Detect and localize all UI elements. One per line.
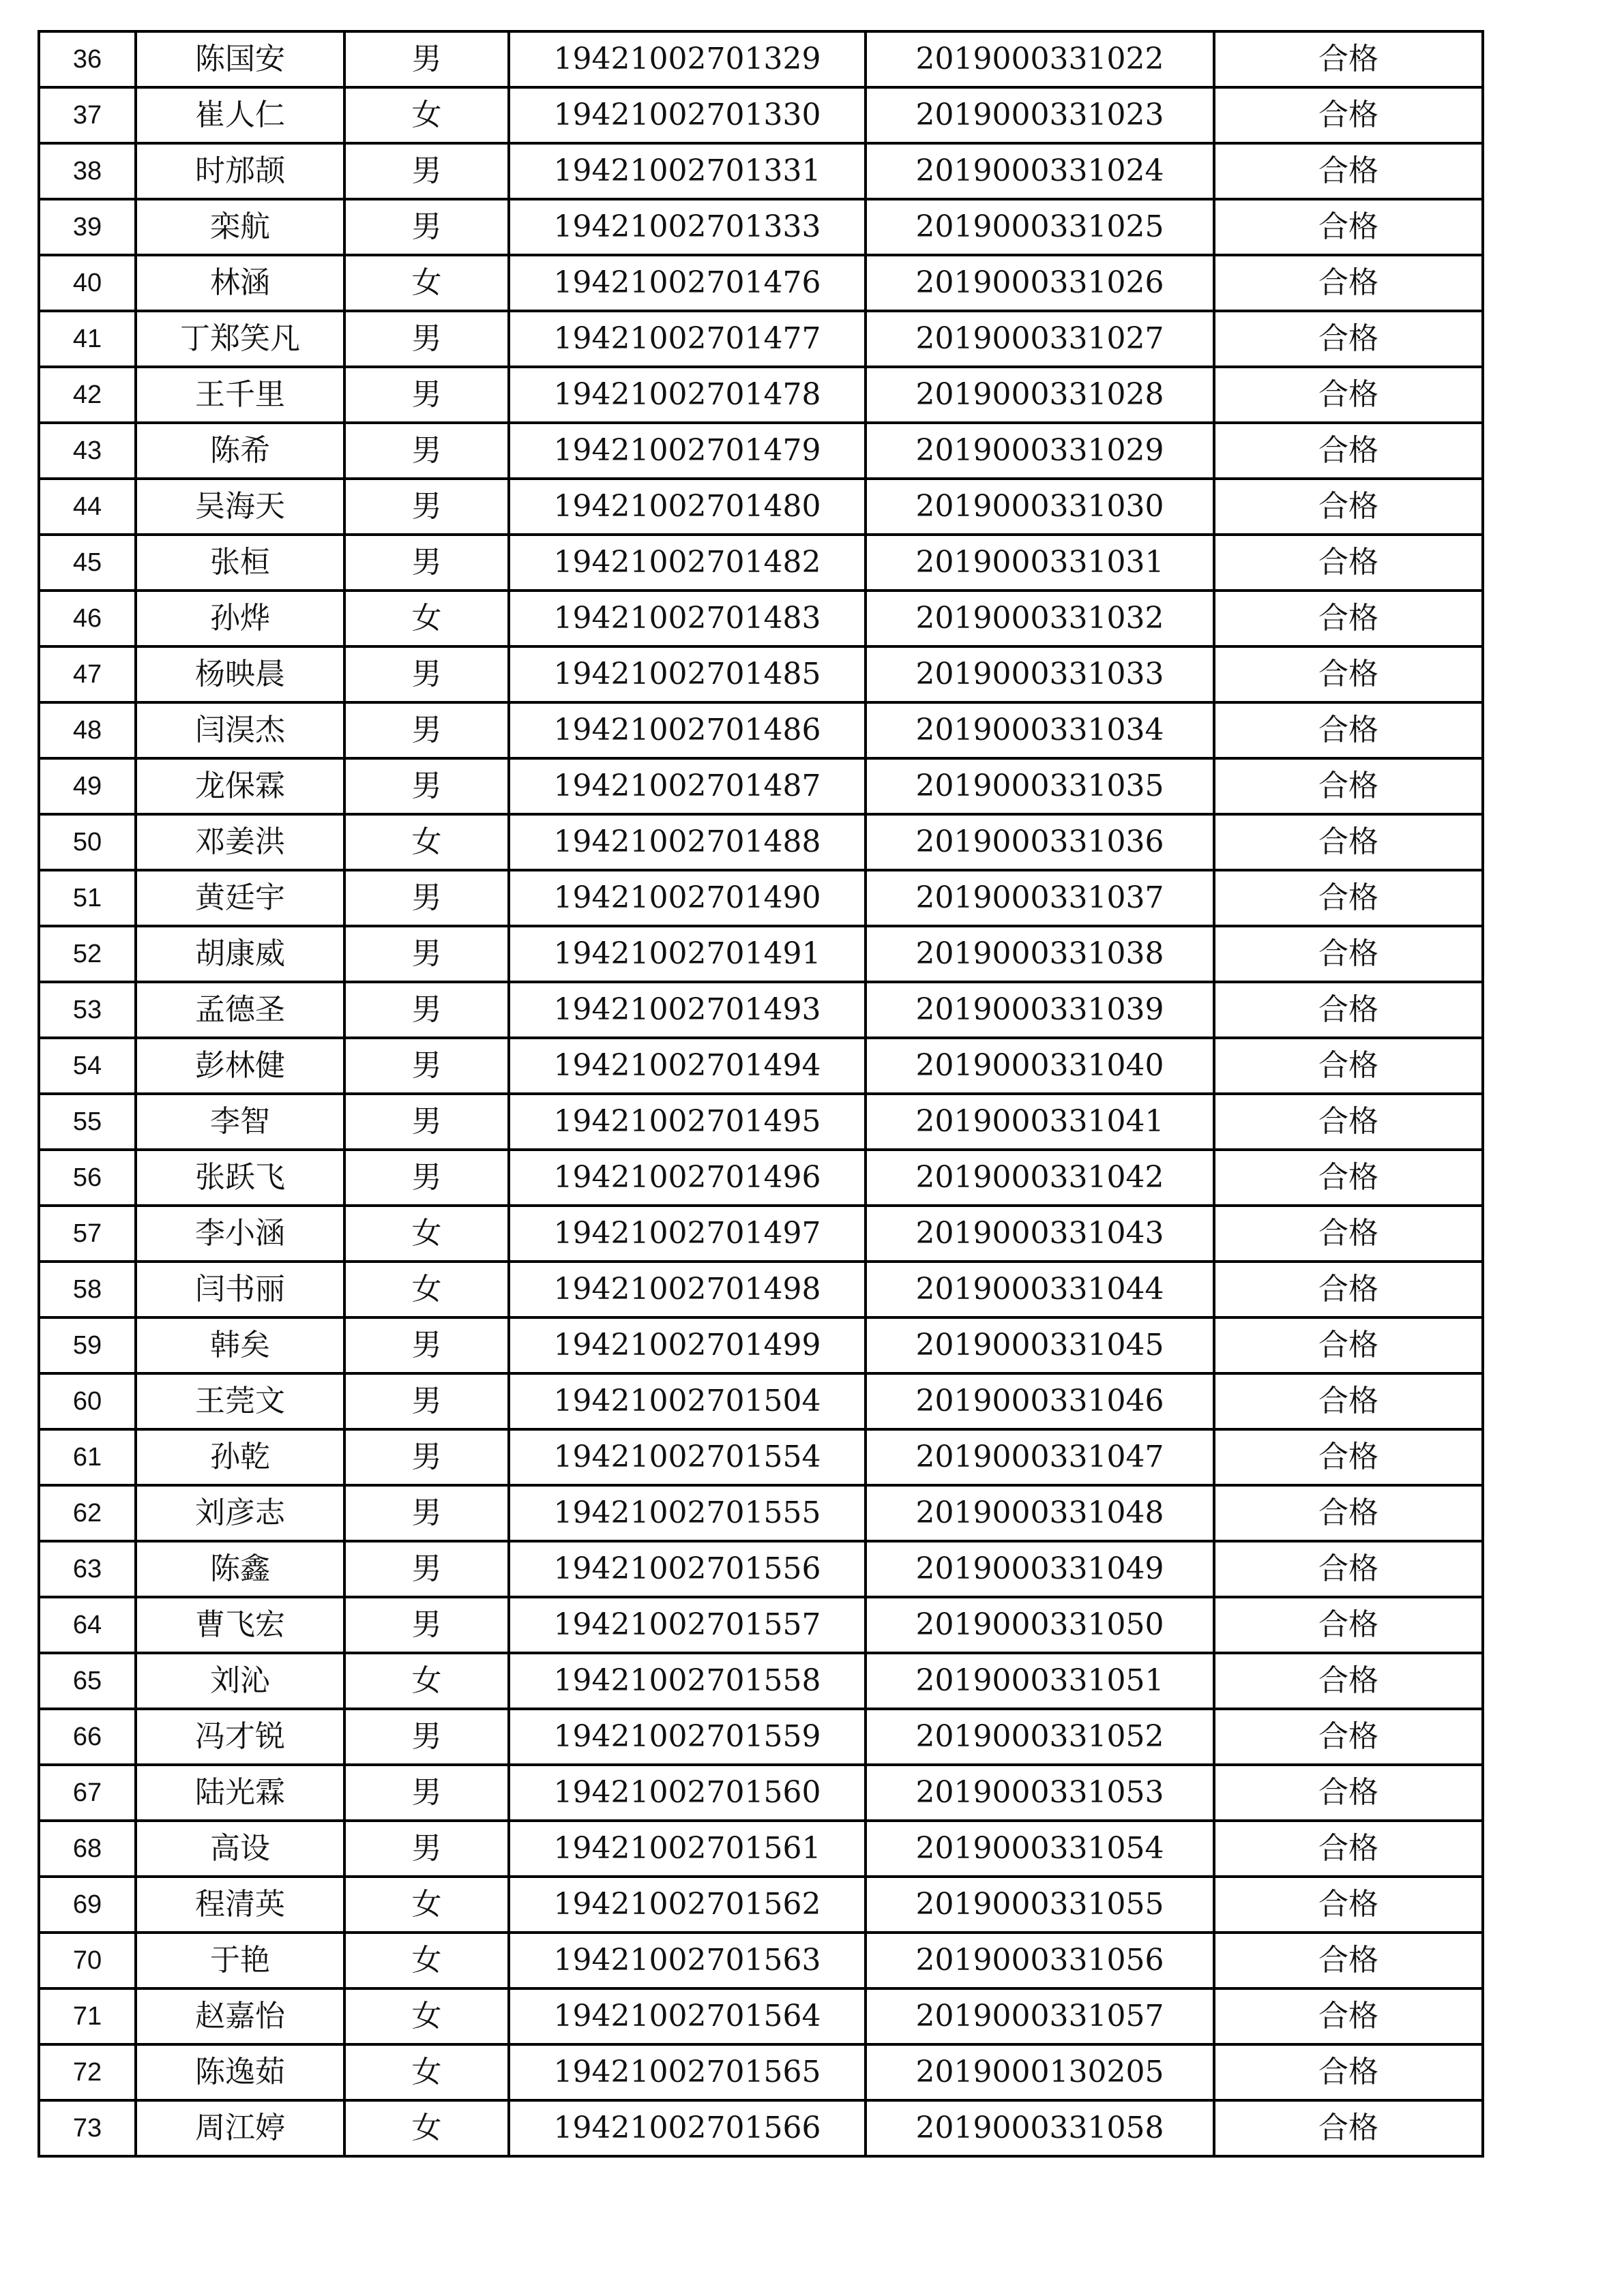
result-cell: 合格 xyxy=(1214,1653,1483,1709)
gender-cell: 女 xyxy=(344,1653,509,1709)
exam-number-cell: 19421002701486 xyxy=(509,702,866,758)
exam-number-cell: 19421002701493 xyxy=(509,982,866,1038)
result-cell: 合格 xyxy=(1214,87,1483,143)
result-cell: 合格 xyxy=(1214,814,1483,870)
name-cell: 李小涵 xyxy=(136,1206,344,1262)
exam-number-cell: 19421002701485 xyxy=(509,646,866,702)
exam-number-cell: 19421002701480 xyxy=(509,479,866,535)
certificate-number-cell: 2019000331052 xyxy=(866,1709,1214,1765)
exam-number-cell: 19421002701495 xyxy=(509,1094,866,1150)
gender-cell: 男 xyxy=(344,143,509,199)
exam-number-cell: 19421002701498 xyxy=(509,1262,866,1317)
gender-cell: 男 xyxy=(344,31,509,87)
table-row xyxy=(39,143,1483,199)
seq-cell: 65 xyxy=(39,1653,136,1709)
gender-cell: 女 xyxy=(344,255,509,311)
gender-cell: 女 xyxy=(344,2100,509,2156)
table-row xyxy=(39,423,1483,479)
table-row xyxy=(39,255,1483,311)
result-cell: 合格 xyxy=(1214,143,1483,199)
exam-number-cell: 19421002701488 xyxy=(509,814,866,870)
name-cell: 陈希 xyxy=(136,423,344,479)
name-cell: 黄廷宇 xyxy=(136,870,344,926)
gender-cell: 男 xyxy=(344,479,509,535)
certificate-number-cell: 2019000331032 xyxy=(866,591,1214,646)
table-row xyxy=(39,535,1483,591)
name-cell: 丁郑笑凡 xyxy=(136,311,344,367)
name-cell: 陈鑫 xyxy=(136,1541,344,1597)
seq-cell: 56 xyxy=(39,1150,136,1206)
seq-cell: 43 xyxy=(39,423,136,479)
result-cell: 合格 xyxy=(1214,199,1483,255)
name-cell: 张桓 xyxy=(136,535,344,591)
exam-number-cell: 19421002701504 xyxy=(509,1373,866,1429)
name-cell: 曹飞宏 xyxy=(136,1597,344,1653)
certificate-number-cell: 2019000331022 xyxy=(866,31,1214,87)
certificate-number-cell: 2019000331033 xyxy=(866,646,1214,702)
result-cell: 合格 xyxy=(1214,1821,1483,1877)
exam-number-cell: 19421002701560 xyxy=(509,1765,866,1821)
result-cell: 合格 xyxy=(1214,2100,1483,2156)
exam-number-cell: 19421002701491 xyxy=(509,926,866,982)
table-row xyxy=(39,702,1483,758)
gender-cell: 男 xyxy=(344,311,509,367)
gender-cell: 男 xyxy=(344,982,509,1038)
gender-cell: 女 xyxy=(344,591,509,646)
result-cell: 合格 xyxy=(1214,1038,1483,1094)
exam-number-cell: 19421002701477 xyxy=(509,311,866,367)
name-cell: 李智 xyxy=(136,1094,344,1150)
name-cell: 高设 xyxy=(136,1821,344,1877)
table-row xyxy=(39,1597,1483,1653)
seq-cell: 50 xyxy=(39,814,136,870)
table-row xyxy=(39,1988,1483,2044)
name-cell: 孟德圣 xyxy=(136,982,344,1038)
name-cell: 时邡颉 xyxy=(136,143,344,199)
gender-cell: 男 xyxy=(344,1765,509,1821)
result-cell: 合格 xyxy=(1214,1709,1483,1765)
certificate-number-cell: 2019000331046 xyxy=(866,1373,1214,1429)
gender-cell: 男 xyxy=(344,926,509,982)
gender-cell: 男 xyxy=(344,1150,509,1206)
gender-cell: 男 xyxy=(344,1429,509,1485)
exam-number-cell: 19421002701496 xyxy=(509,1150,866,1206)
result-cell: 合格 xyxy=(1214,1150,1483,1206)
exam-number-cell: 19421002701479 xyxy=(509,423,866,479)
certificate-number-cell: 2019000331056 xyxy=(866,1933,1214,1988)
table-row xyxy=(39,1429,1483,1485)
certificate-number-cell: 2019000331028 xyxy=(866,367,1214,423)
name-cell: 孙烨 xyxy=(136,591,344,646)
table-row xyxy=(39,870,1483,926)
name-cell: 栾航 xyxy=(136,199,344,255)
table-row xyxy=(39,1653,1483,1709)
seq-cell: 69 xyxy=(39,1877,136,1933)
table-row xyxy=(39,367,1483,423)
gender-cell: 男 xyxy=(344,367,509,423)
table-row xyxy=(39,1709,1483,1765)
result-cell: 合格 xyxy=(1214,31,1483,87)
seq-cell: 39 xyxy=(39,199,136,255)
seq-cell: 64 xyxy=(39,1597,136,1653)
seq-cell: 58 xyxy=(39,1262,136,1317)
exam-number-cell: 19421002701329 xyxy=(509,31,866,87)
gender-cell: 男 xyxy=(344,535,509,591)
certificate-number-cell: 2019000331035 xyxy=(866,758,1214,814)
certificate-number-cell: 2019000331023 xyxy=(866,87,1214,143)
name-cell: 崔人仁 xyxy=(136,87,344,143)
result-cell: 合格 xyxy=(1214,1877,1483,1933)
seq-cell: 40 xyxy=(39,255,136,311)
result-cell: 合格 xyxy=(1214,535,1483,591)
result-cell: 合格 xyxy=(1214,646,1483,702)
exam-number-cell: 19421002701497 xyxy=(509,1206,866,1262)
gender-cell: 女 xyxy=(344,1206,509,1262)
gender-cell: 女 xyxy=(344,87,509,143)
certificate-number-cell: 2019000331045 xyxy=(866,1317,1214,1373)
name-cell: 胡康威 xyxy=(136,926,344,982)
certificate-number-cell: 2019000331030 xyxy=(866,479,1214,535)
seq-cell: 38 xyxy=(39,143,136,199)
result-cell: 合格 xyxy=(1214,255,1483,311)
result-cell: 合格 xyxy=(1214,2044,1483,2100)
table-row xyxy=(39,2044,1483,2100)
result-cell: 合格 xyxy=(1214,1541,1483,1597)
result-cell: 合格 xyxy=(1214,1317,1483,1373)
certificate-number-cell: 2019000331025 xyxy=(866,199,1214,255)
certificate-number-cell: 2019000331038 xyxy=(866,926,1214,982)
table-row xyxy=(39,1262,1483,1317)
table-row xyxy=(39,1933,1483,1988)
seq-cell: 68 xyxy=(39,1821,136,1877)
table-row xyxy=(39,758,1483,814)
exam-number-cell: 19421002701564 xyxy=(509,1988,866,2044)
exam-number-cell: 19421002701333 xyxy=(509,199,866,255)
certificate-number-cell: 2019000331043 xyxy=(866,1206,1214,1262)
gender-cell: 女 xyxy=(344,2044,509,2100)
table-row xyxy=(39,1541,1483,1597)
exam-number-cell: 19421002701490 xyxy=(509,870,866,926)
result-cell: 合格 xyxy=(1214,479,1483,535)
gender-cell: 男 xyxy=(344,1373,509,1429)
gender-cell: 男 xyxy=(344,1317,509,1373)
gender-cell: 男 xyxy=(344,702,509,758)
table-row xyxy=(39,1038,1483,1094)
seq-cell: 72 xyxy=(39,2044,136,2100)
exam-number-cell: 19421002701331 xyxy=(509,143,866,199)
result-cell: 合格 xyxy=(1214,1933,1483,1988)
certificate-number-cell: 2019000331051 xyxy=(866,1653,1214,1709)
seq-cell: 71 xyxy=(39,1988,136,2044)
seq-cell: 59 xyxy=(39,1317,136,1373)
seq-cell: 55 xyxy=(39,1094,136,1150)
exam-number-cell: 19421002701555 xyxy=(509,1485,866,1541)
exam-number-cell: 19421002701482 xyxy=(509,535,866,591)
result-cell: 合格 xyxy=(1214,423,1483,479)
result-cell: 合格 xyxy=(1214,1485,1483,1541)
table-row xyxy=(39,1877,1483,1933)
gender-cell: 男 xyxy=(344,1597,509,1653)
exam-number-cell: 19421002701559 xyxy=(509,1709,866,1765)
exam-number-cell: 19421002701565 xyxy=(509,2044,866,2100)
result-cell: 合格 xyxy=(1214,758,1483,814)
roster-table xyxy=(38,30,1484,2158)
certificate-number-cell: 2019000331058 xyxy=(866,2100,1214,2156)
exam-number-cell: 19421002701499 xyxy=(509,1317,866,1373)
name-cell: 孙乾 xyxy=(136,1429,344,1485)
seq-cell: 53 xyxy=(39,982,136,1038)
table-row xyxy=(39,311,1483,367)
seq-cell: 54 xyxy=(39,1038,136,1094)
certificate-number-cell: 2019000331050 xyxy=(866,1597,1214,1653)
result-cell: 合格 xyxy=(1214,926,1483,982)
table-row xyxy=(39,87,1483,143)
name-cell: 王千里 xyxy=(136,367,344,423)
name-cell: 王莞文 xyxy=(136,1373,344,1429)
exam-number-cell: 19421002701562 xyxy=(509,1877,866,1933)
table-row xyxy=(39,1485,1483,1541)
seq-cell: 44 xyxy=(39,479,136,535)
name-cell: 赵嘉怡 xyxy=(136,1988,344,2044)
certificate-number-cell: 2019000331040 xyxy=(866,1038,1214,1094)
exam-number-cell: 19421002701554 xyxy=(509,1429,866,1485)
certificate-number-cell: 2019000331048 xyxy=(866,1485,1214,1541)
seq-cell: 36 xyxy=(39,31,136,87)
name-cell: 邓姜洪 xyxy=(136,814,344,870)
gender-cell: 男 xyxy=(344,1038,509,1094)
certificate-number-cell: 2019000130205 xyxy=(866,2044,1214,2100)
result-cell: 合格 xyxy=(1214,1429,1483,1485)
result-cell: 合格 xyxy=(1214,591,1483,646)
certificate-number-cell: 2019000331055 xyxy=(866,1877,1214,1933)
certificate-number-cell: 2019000331044 xyxy=(866,1262,1214,1317)
seq-cell: 66 xyxy=(39,1709,136,1765)
seq-cell: 51 xyxy=(39,870,136,926)
result-cell: 合格 xyxy=(1214,1094,1483,1150)
exam-number-cell: 19421002701487 xyxy=(509,758,866,814)
table-row xyxy=(39,1317,1483,1373)
gender-cell: 男 xyxy=(344,758,509,814)
result-cell: 合格 xyxy=(1214,870,1483,926)
certificate-number-cell: 2019000331027 xyxy=(866,311,1214,367)
table-row xyxy=(39,926,1483,982)
result-cell: 合格 xyxy=(1214,1262,1483,1317)
table-row xyxy=(39,1373,1483,1429)
name-cell: 陈国安 xyxy=(136,31,344,87)
exam-number-cell: 19421002701563 xyxy=(509,1933,866,1988)
name-cell: 陆光霖 xyxy=(136,1765,344,1821)
seq-cell: 48 xyxy=(39,702,136,758)
seq-cell: 73 xyxy=(39,2100,136,2156)
result-cell: 合格 xyxy=(1214,1765,1483,1821)
certificate-number-cell: 2019000331029 xyxy=(866,423,1214,479)
certificate-number-cell: 2019000331031 xyxy=(866,535,1214,591)
name-cell: 闫书丽 xyxy=(136,1262,344,1317)
exam-number-cell: 19421002701561 xyxy=(509,1821,866,1877)
exam-number-cell: 19421002701478 xyxy=(509,367,866,423)
name-cell: 闫淏杰 xyxy=(136,702,344,758)
certificate-number-cell: 2019000331034 xyxy=(866,702,1214,758)
gender-cell: 女 xyxy=(344,1933,509,1988)
name-cell: 杨映晨 xyxy=(136,646,344,702)
certificate-number-cell: 2019000331039 xyxy=(866,982,1214,1038)
table-row xyxy=(39,1094,1483,1150)
table-row xyxy=(39,479,1483,535)
seq-cell: 70 xyxy=(39,1933,136,1988)
result-cell: 合格 xyxy=(1214,702,1483,758)
table-row xyxy=(39,1821,1483,1877)
result-cell: 合格 xyxy=(1214,1597,1483,1653)
name-cell: 于艳 xyxy=(136,1933,344,1988)
seq-cell: 61 xyxy=(39,1429,136,1485)
table-row xyxy=(39,2100,1483,2156)
table-row xyxy=(39,646,1483,702)
table-row xyxy=(39,199,1483,255)
gender-cell: 女 xyxy=(344,814,509,870)
gender-cell: 男 xyxy=(344,199,509,255)
seq-cell: 49 xyxy=(39,758,136,814)
seq-cell: 46 xyxy=(39,591,136,646)
exam-number-cell: 19421002701494 xyxy=(509,1038,866,1094)
exam-number-cell: 19421002701330 xyxy=(509,87,866,143)
name-cell: 韩矣 xyxy=(136,1317,344,1373)
certificate-number-cell: 2019000331036 xyxy=(866,814,1214,870)
result-cell: 合格 xyxy=(1214,1206,1483,1262)
seq-cell: 41 xyxy=(39,311,136,367)
seq-cell: 62 xyxy=(39,1485,136,1541)
name-cell: 吴海天 xyxy=(136,479,344,535)
certificate-number-cell: 2019000331037 xyxy=(866,870,1214,926)
table-row xyxy=(39,1765,1483,1821)
gender-cell: 女 xyxy=(344,1262,509,1317)
gender-cell: 女 xyxy=(344,1877,509,1933)
exam-number-cell: 19421002701558 xyxy=(509,1653,866,1709)
name-cell: 程清英 xyxy=(136,1877,344,1933)
exam-number-cell: 19421002701557 xyxy=(509,1597,866,1653)
certificate-number-cell: 2019000331026 xyxy=(866,255,1214,311)
seq-cell: 42 xyxy=(39,367,136,423)
certificate-number-cell: 2019000331049 xyxy=(866,1541,1214,1597)
name-cell: 龙保霖 xyxy=(136,758,344,814)
roster-table-body xyxy=(39,31,1483,2156)
certificate-number-cell: 2019000331042 xyxy=(866,1150,1214,1206)
gender-cell: 女 xyxy=(344,1988,509,2044)
result-cell: 合格 xyxy=(1214,1373,1483,1429)
name-cell: 张跃飞 xyxy=(136,1150,344,1206)
seq-cell: 52 xyxy=(39,926,136,982)
exam-number-cell: 19421002701483 xyxy=(509,591,866,646)
exam-number-cell: 19421002701566 xyxy=(509,2100,866,2156)
gender-cell: 男 xyxy=(344,1485,509,1541)
name-cell: 周江婷 xyxy=(136,2100,344,2156)
table-row xyxy=(39,1206,1483,1262)
seq-cell: 47 xyxy=(39,646,136,702)
certificate-number-cell: 2019000331024 xyxy=(866,143,1214,199)
table-row xyxy=(39,591,1483,646)
seq-cell: 60 xyxy=(39,1373,136,1429)
gender-cell: 男 xyxy=(344,646,509,702)
name-cell: 刘彦志 xyxy=(136,1485,344,1541)
certificate-number-cell: 2019000331057 xyxy=(866,1988,1214,2044)
gender-cell: 男 xyxy=(344,870,509,926)
result-cell: 合格 xyxy=(1214,367,1483,423)
name-cell: 彭林健 xyxy=(136,1038,344,1094)
seq-cell: 45 xyxy=(39,535,136,591)
gender-cell: 男 xyxy=(344,1821,509,1877)
seq-cell: 57 xyxy=(39,1206,136,1262)
table-row xyxy=(39,814,1483,870)
certificate-number-cell: 2019000331047 xyxy=(866,1429,1214,1485)
gender-cell: 男 xyxy=(344,423,509,479)
certificate-number-cell: 2019000331053 xyxy=(866,1765,1214,1821)
table-row xyxy=(39,1150,1483,1206)
name-cell: 林涵 xyxy=(136,255,344,311)
exam-number-cell: 19421002701556 xyxy=(509,1541,866,1597)
table-row xyxy=(39,982,1483,1038)
result-cell: 合格 xyxy=(1214,982,1483,1038)
exam-number-cell: 19421002701476 xyxy=(509,255,866,311)
table-row xyxy=(39,31,1483,87)
name-cell: 刘沁 xyxy=(136,1653,344,1709)
gender-cell: 男 xyxy=(344,1709,509,1765)
certificate-number-cell: 2019000331054 xyxy=(866,1821,1214,1877)
gender-cell: 男 xyxy=(344,1541,509,1597)
gender-cell: 男 xyxy=(344,1094,509,1150)
seq-cell: 63 xyxy=(39,1541,136,1597)
name-cell: 陈逸茹 xyxy=(136,2044,344,2100)
seq-cell: 37 xyxy=(39,87,136,143)
certificate-number-cell: 2019000331041 xyxy=(866,1094,1214,1150)
result-cell: 合格 xyxy=(1214,311,1483,367)
name-cell: 冯才锐 xyxy=(136,1709,344,1765)
seq-cell: 67 xyxy=(39,1765,136,1821)
result-cell: 合格 xyxy=(1214,1988,1483,2044)
